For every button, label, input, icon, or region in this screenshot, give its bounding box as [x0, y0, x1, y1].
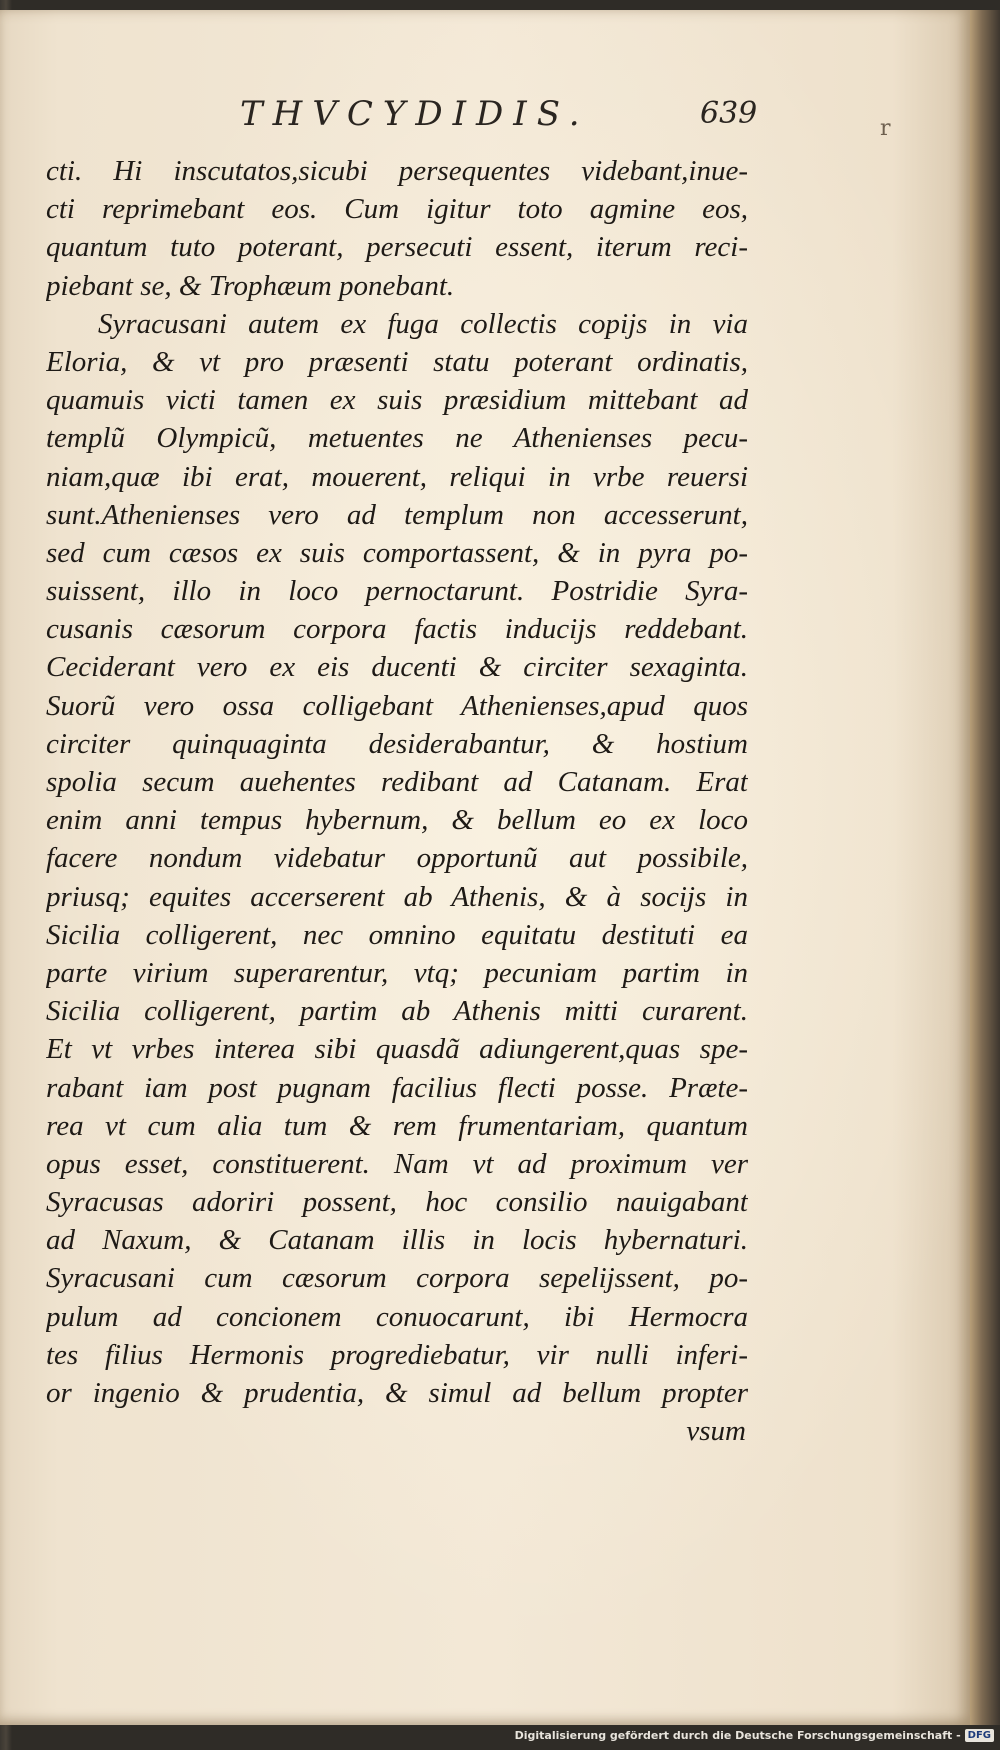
text-line: Sicilia colligerent, nec omnino equitatu destituti ea	[46, 918, 748, 951]
text-line: niam,quæ ibi erat, mouerent, reliqui in vrbe reuersi	[46, 460, 748, 493]
text-line: ad Naxum, & Catanam illis in locis hybernaturi.	[46, 1224, 748, 1257]
text-line: opus esset, constituerent. Nam vt ad proximum ver	[46, 1147, 748, 1180]
text-line: Sicilia colligerent, partim ab Athenis mitti curarent.	[46, 995, 748, 1028]
text-line: templũ Olympicũ, metuentes ne Athenienses pecu-	[46, 422, 748, 455]
page-edge	[970, 10, 1000, 1725]
digitization-credit	[515, 1729, 994, 1742]
text-line: tes filius Hermonis progrediebatur, vir nulli inferi-	[46, 1338, 748, 1371]
text-line: rabant iam post pugnam facilius flecti posse. Præte-	[46, 1071, 748, 1104]
text-line: piebant se, & Trophæum ponebant.	[46, 269, 455, 302]
text-line: sunt.Athenienses vero ad templum non accesserunt,	[46, 498, 748, 531]
text-line: or ingenio & prudentia, & simul ad bellum propter	[46, 1377, 748, 1409]
running-title: THVCYDIDIS.	[240, 94, 590, 134]
text-line: Suorũ vero ossa colligebant Athenienses,apud quos	[46, 689, 748, 722]
text-line: cti. Hi inscutatos,sicubi persequentes videbant,inue-	[46, 155, 748, 187]
text-line: cusanis cæsorum corpora factis inducijs reddebant.	[46, 613, 748, 646]
text-line: priusq; equites accerserent ab Athenis, & à socijs in	[46, 880, 748, 913]
page-number: 639	[700, 96, 758, 131]
running-head	[0, 88, 970, 141]
text-line: Et vt vrbes interea sibi quasdã adiungerent,quas spe-	[46, 1033, 748, 1066]
text-line: Syracusani cum cæsorum corpora sepelijssent, po-	[46, 1262, 748, 1295]
text-line: pulum ad concionem conuocarunt, ibi Hermocra	[46, 1300, 748, 1333]
body-text	[46, 152, 748, 1450]
text-line: sed cum cæsos ex suis comportassent, & in pyra po-	[46, 536, 748, 569]
text-line: enim anni tempus hybernum, & bellum eo ex loco	[46, 804, 748, 837]
text-line: facere nondum videbatur opportunũ aut possibile,	[46, 842, 748, 875]
text-line: quantum tuto poterant, persecuti essent, iterum reci-	[46, 231, 748, 264]
text-line: suissent, illo in loco pernoctarunt. Postridie Syra-	[46, 575, 748, 608]
text-line: Syracusas adoriri possent, hoc consilio nauigabant	[46, 1186, 748, 1219]
margin-mark: r	[880, 116, 891, 141]
text-line: quamuis victi tamen ex suis præsidium mittebant ad	[46, 384, 748, 417]
text-line: Ceciderant vero ex eis ducenti & circiter sexaginta.	[46, 651, 748, 684]
text-line: spolia secum auehentes redibant ad Catanam. Erat	[46, 766, 748, 798]
credit-text: Digitalisierung gefördert durch die Deutsche Forschungsgemeinschaft -	[514, 1729, 961, 1742]
text-line: Eloria, & vt pro præsenti statu poterant ordinatis,	[46, 345, 748, 378]
text-line: Syracusani autem ex fuga collectis copijs in via	[98, 307, 748, 340]
dfg-logo-icon: DFG	[965, 1729, 994, 1742]
text-line: cti reprimebant eos. Cum igitur toto agmine eos,	[46, 193, 748, 226]
catchword: vsum	[686, 1415, 746, 1448]
text-line: rea vt cum alia tum & rem frumentariam, quantum	[46, 1109, 748, 1142]
paper-page	[0, 10, 970, 1725]
text-line: circiter quinquaginta desiderabantur, & hostium	[46, 727, 748, 760]
text-line: parte virium superarentur, vtq; pecuniam partim in	[46, 956, 748, 989]
